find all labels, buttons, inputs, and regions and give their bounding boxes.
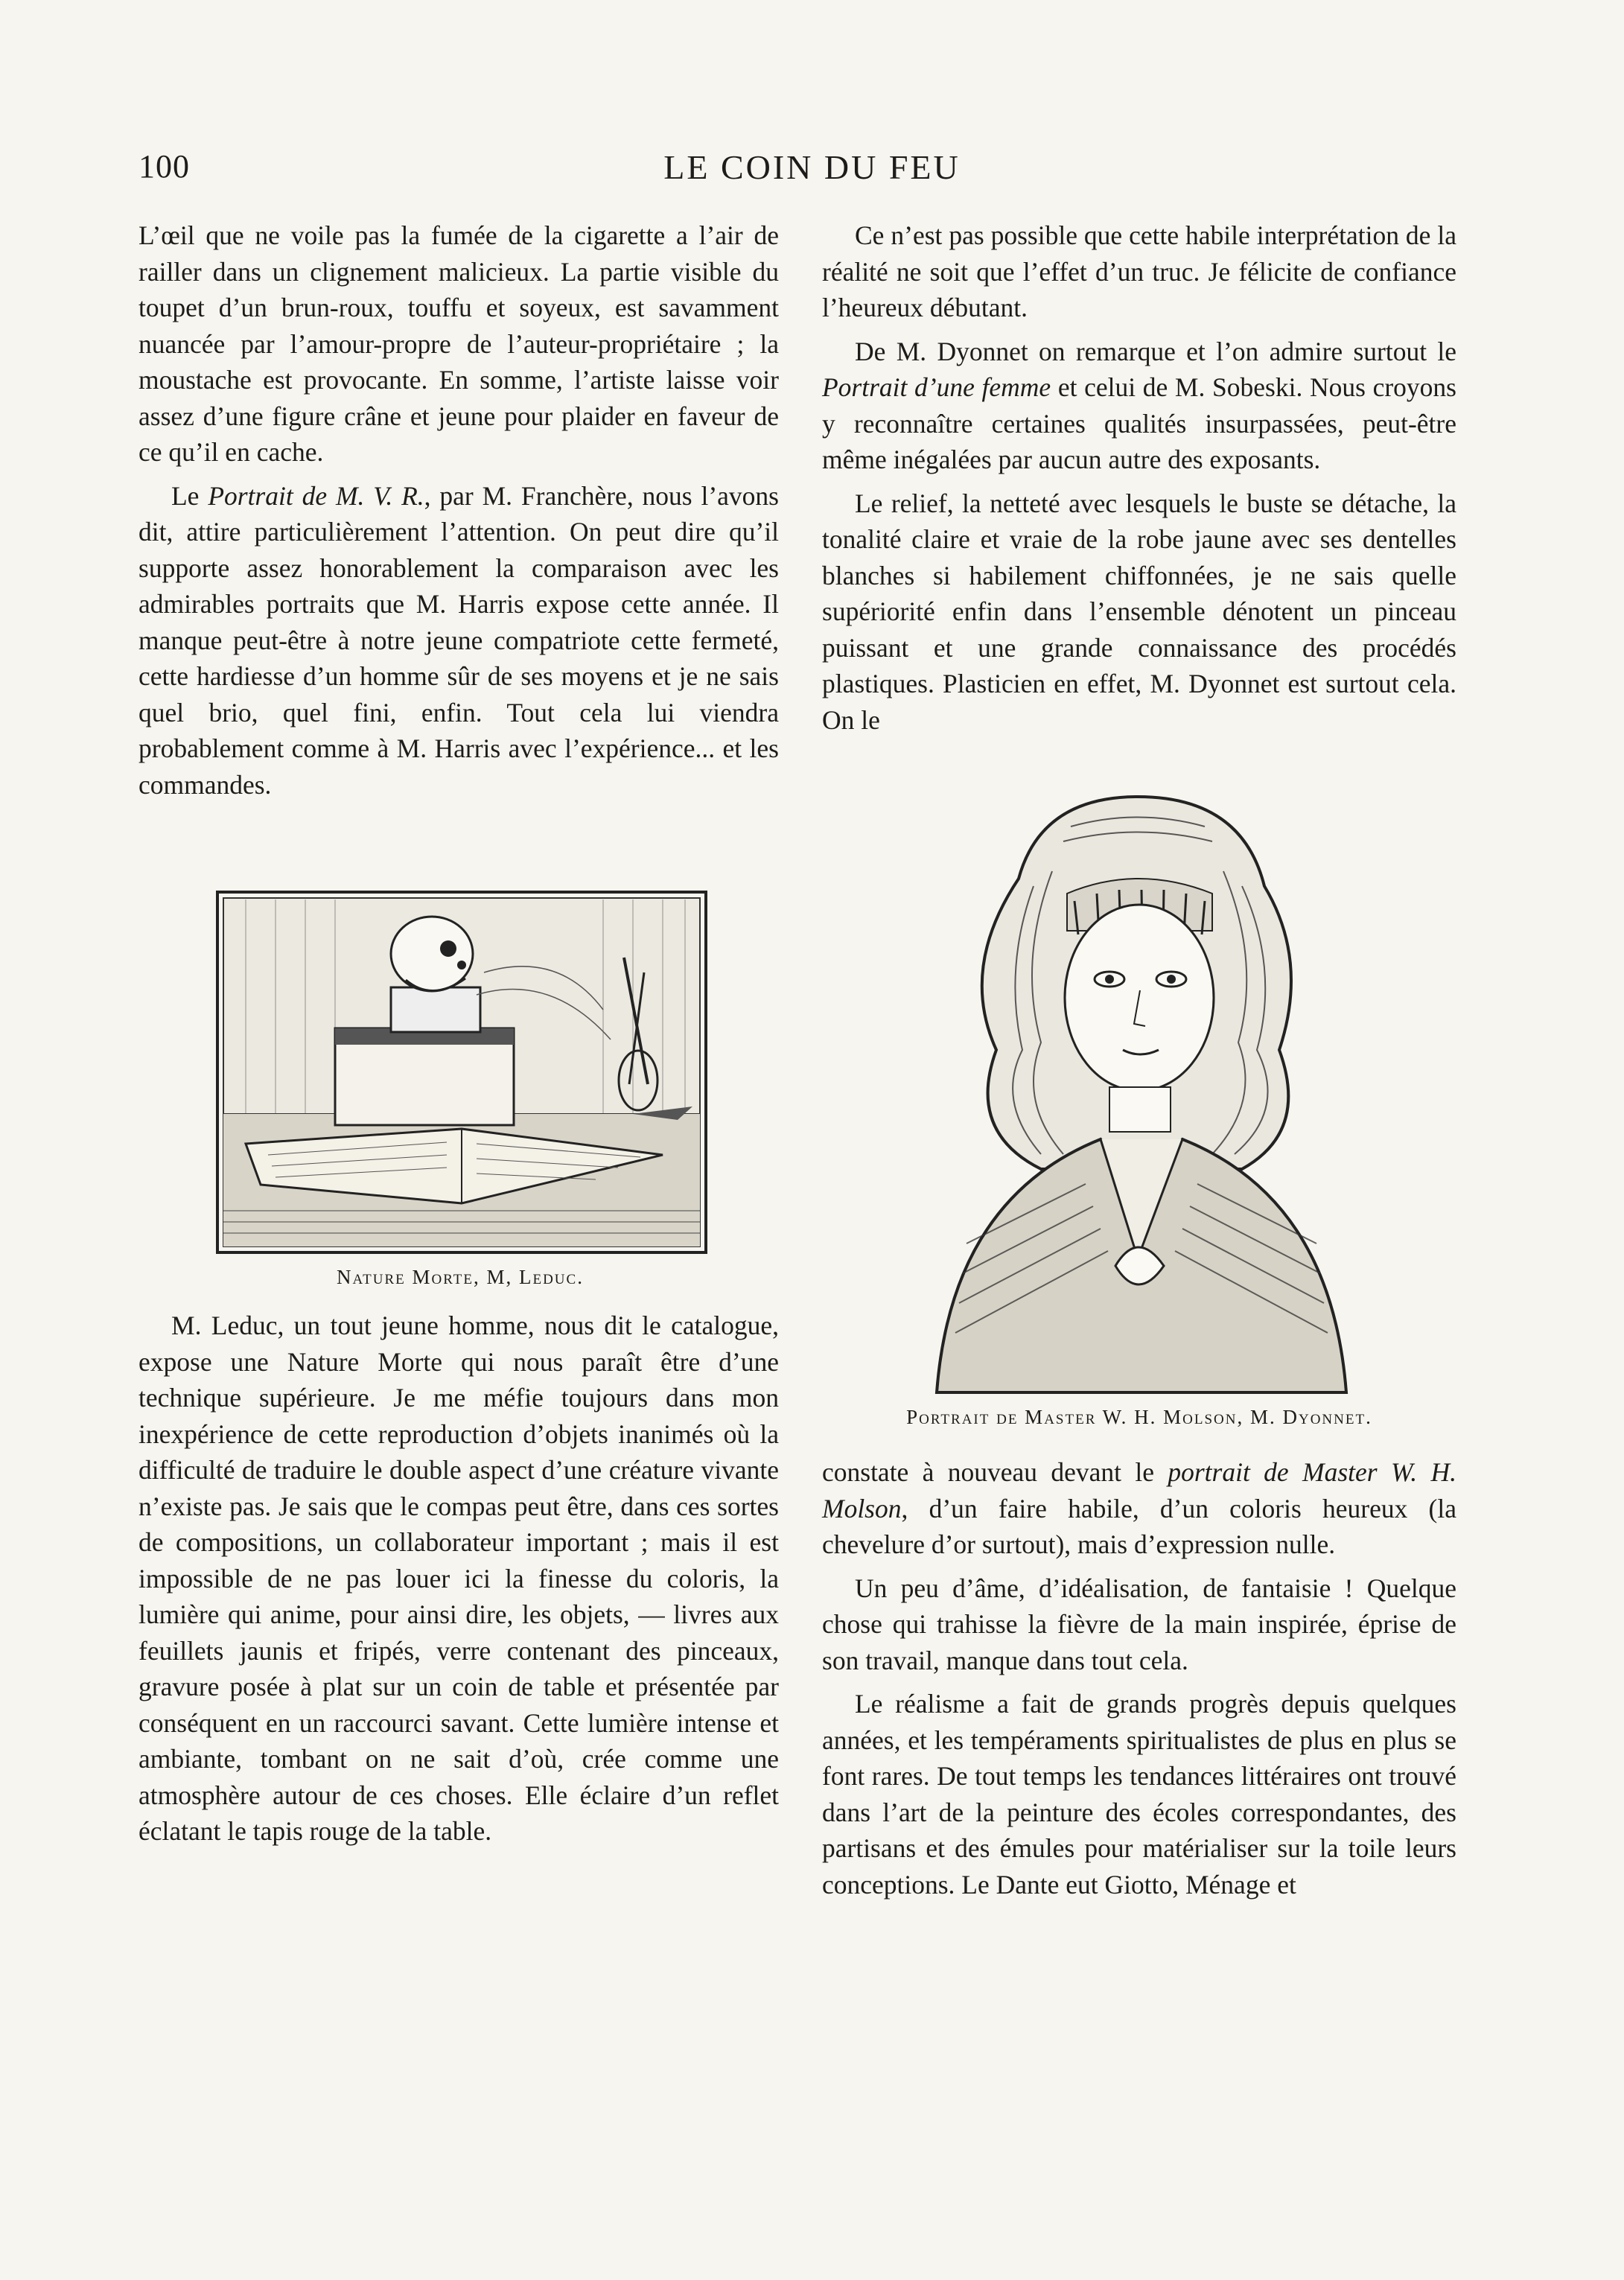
text-run: constate à nouveau devant le: [822, 1457, 1168, 1487]
paragraph: Le relief, la netteté avec lesquels le buste se détache, la tonalité claire et vraie de la robe jaune avec ses dentelles blanches si habilement chiffonnées, je ne sais quelle supériorité enfin dans l’ensemble dénotent un pinceau puissant et une grande connaissance des procédés plastiques. Plasticien en effet, M. Dyonnet est surtout cela. On le: [822, 488, 1456, 735]
page-number: 100: [138, 148, 190, 185]
left-column-bottom: [138, 1308, 779, 1850]
text-run: , d’un faire habile, d’un coloris heureux (la chevelure d’or surtout), mais d’expression nulle.: [822, 1493, 1456, 1559]
paragraph: [822, 1454, 1456, 1563]
paragraph: Ce n’est pas possible que cette habile interprétation de la réalité ne soit que l’effet d’un truc. Je félicite de confiance l’heureux débutant.: [822, 220, 1456, 322]
paragraph: Le réalisme a fait de grands progrès depuis quelques années, et les tempéraments spiritualistes de plus en plus se font rares. De tout temps les tendances littéraires ont trouvé dans l’art de la peinture des écoles correspondantes, des partisans et des émules pour matérialiser sur la toile leurs conceptions. Le Dante eut Giotto, Ménage et: [822, 1689, 1456, 1900]
nature-morte-engraving: [216, 891, 707, 1254]
artwork-title: Portrait de M. V. R.: [208, 480, 424, 511]
portrait-engraving: [892, 782, 1386, 1400]
paragraph: Un peu d’âme, d’idéalisation, de fantaisie ! Quelque chose qui trahisse la fièvre de la main inspirée, éprise de son travail, manque dans tout cela.: [822, 1573, 1456, 1675]
nature-morte-caption: Nature Morte, M, Leduc.: [337, 1266, 584, 1288]
right-column-bottom: [822, 1454, 1456, 1902]
running-title: LE COIN DU FEU: [663, 148, 961, 186]
text-run: Le: [171, 480, 208, 511]
right-column-top: [822, 217, 1456, 738]
text-run: et celui de M. Sobeski. Nous croyons y reconnaître certaines qualités insurpassées, peut-être même inégalées par aucun autre des exposants.: [822, 372, 1456, 474]
paragraph: M. Leduc, un tout jeune homme, nous dit le catalogue, expose une Nature Morte qui nous paraît être d’une technique supérieure. Je me méfie toujours dans mon inexpérience de cette reproduction d’objets inanimés où la difficulté de traduire le double aspect d’une créature vivante n’existe pas. Je sais que le compas peut être, dans ces sortes de compositions, un collaborateur important ; mais il est impossible de ne pas louer ici la finesse du coloris, la lumière qui anime, pour ainsi dire, les objets, — livres aux feuillets jaunis et fripés, verre contenant des pinceaux, gravure posée à plat sur un coin de table et présentée par conséquent en un raccourci savant. Cette lumière intense et ambiante, tombant on ne sait d’où, crée comme une atmosphère autour de ces choses. Elle éclaire d’un reflet éclatant le tapis rouge de la table.: [138, 1311, 779, 1846]
paragraph: L’œil que ne voile pas la fumée de la cigarette a l’air de railler dans un clignement malicieux. La partie visible du toupet d’un brun-roux, touffu et soyeux, est savamment nuancée par l’amour-propre de l’auteur-propriétaire ; la moustache est provocante. En somme, l’artiste laisse voir assez d’une figure crâne et jeune pour plaider en faveur de ce qu’il en cache.: [138, 220, 779, 467]
text-run: De M. Dyonnet on remarque et l’on admire surtout le: [855, 336, 1456, 366]
text-run: , par M. Franchère, nous l’avons dit, attire particulièrement l’attention. On peut dire qu’il supporte assez honorablement la comparaison avec les admirables portraits que M. Harris expose cette année. Il manque peut-être à notre jeune compatriote cette fermeté, cette hardiesse d’un homme sûr de ses moyens et je ne sais quel brio, quel fini, enfin. Tout cela lui viendra probablement comme à M. Harris avec l’expérience... et les commandes.: [138, 480, 779, 800]
paragraph: [138, 478, 779, 803]
left-column-top: [138, 217, 779, 803]
paragraph: [822, 334, 1456, 478]
page-header: [0, 147, 1624, 200]
portrait-caption: Portrait de Master W. H. Molson, M. Dyonnet.: [906, 1406, 1372, 1428]
artwork-title: Portrait d’une femme: [822, 372, 1051, 402]
artwork-title: portrait de Master W. H. Molson: [822, 1457, 1457, 1523]
